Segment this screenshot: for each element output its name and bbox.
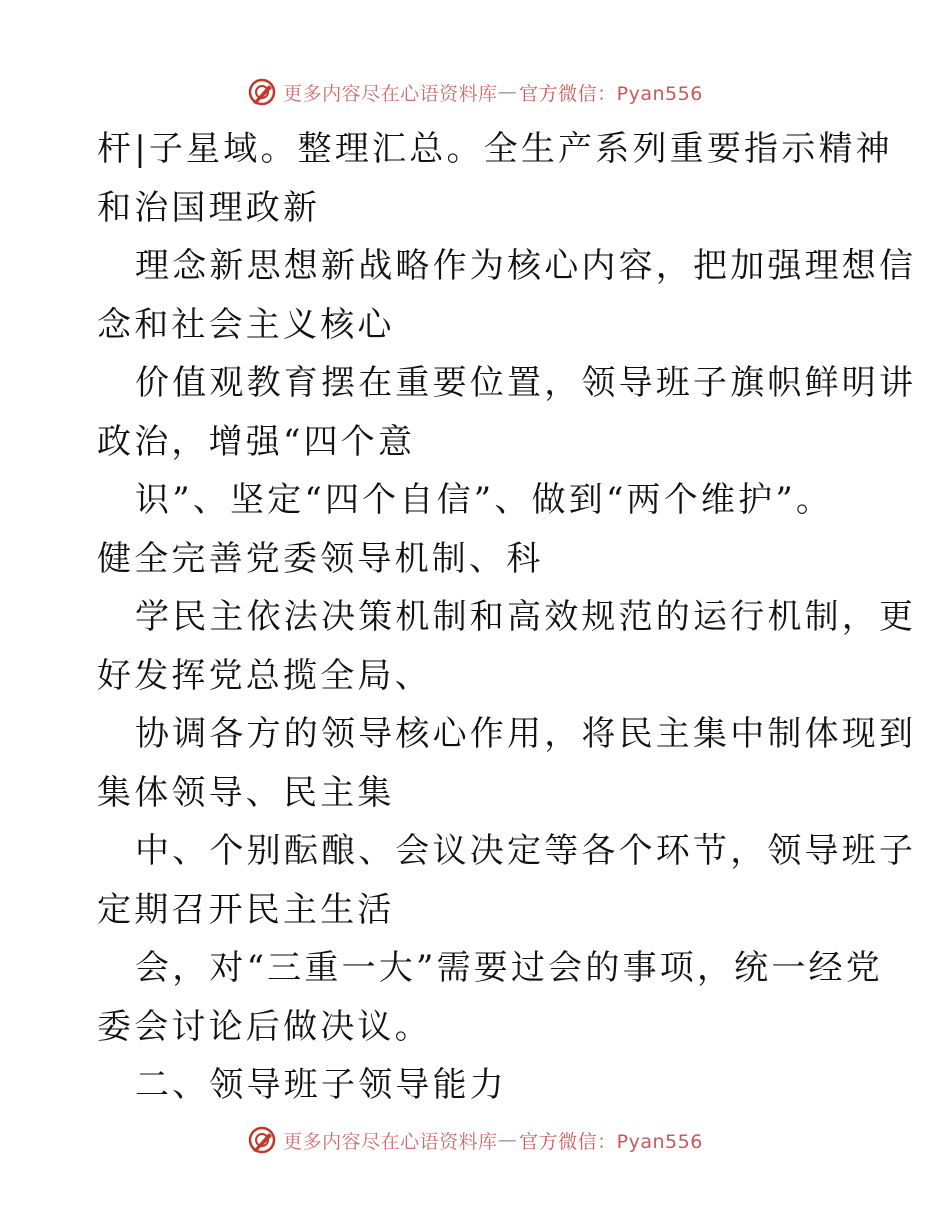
body-line-15: 会，对“三重一大”需要过会的事项，统一经党 (135, 948, 883, 988)
body-line-2: 和治国理政新 (97, 187, 321, 228)
pen-logo-icon (247, 77, 277, 107)
header-watermark (0, 74, 950, 110)
body-line-9: 学民主依法决策机制和高效规范的运行机制，更 (135, 597, 917, 637)
footer-watermark (0, 1122, 950, 1158)
body-line-1: 杆|子星域。整理汇总。全生产系列重要指示精神 (97, 129, 893, 169)
watermark-contact: 官方微信：Pyan556 (519, 82, 703, 105)
body-line-14: 定期召开民主生活 (97, 889, 395, 930)
watermark-separator: — (497, 1129, 518, 1151)
body-line-5: 价值观教育摆在重要位置，领导班子旗帜鲜明讲 (135, 363, 917, 403)
body-line-13: 中、个别酝酿、会议决定等各个环节，领导班子 (135, 831, 917, 871)
watermark-separator: — (497, 81, 518, 103)
body-line-11: 协调各方的领导核心作用，将民主集中制体现到 (135, 714, 917, 754)
pen-logo-icon (247, 1125, 277, 1155)
watermark-text: 更多内容尽在心语资料库 (283, 1130, 498, 1153)
body-line-6: 政治，增强“四个意 (97, 421, 416, 462)
watermark-text: 更多内容尽在心语资料库 (283, 82, 498, 105)
body-line-12: 集体领导、民主集 (97, 772, 395, 813)
section-heading: 二、领导班子领导能力 (135, 1065, 507, 1105)
body-line-10: 好发挥党总揽全局、 (97, 655, 432, 696)
body-line-3: 理念新思想新战略作为核心内容，把加强理想信 (135, 246, 917, 286)
document-body (97, 120, 917, 1115)
watermark-contact: 官方微信：Pyan556 (519, 1130, 703, 1153)
body-line-8: 健全完善党委领导机制、科 (97, 538, 544, 579)
body-line-16: 委会讨论后做决议。 (97, 1006, 432, 1047)
body-line-7: 识”、坚定“四个自信”、做到“两个维护”。 (135, 480, 834, 520)
body-line-4: 念和社会主义核心 (97, 304, 395, 345)
